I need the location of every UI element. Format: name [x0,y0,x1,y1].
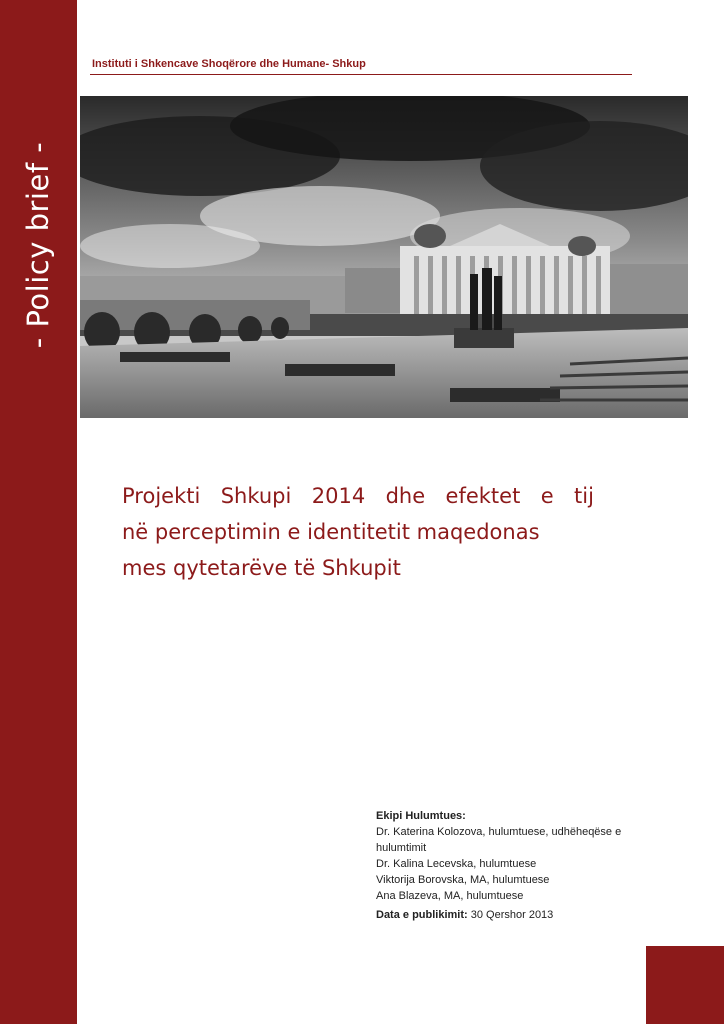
title-word: e [540,484,554,508]
title-word: dhe [385,484,426,508]
publication-date-value: 30 Qershor 2013 [467,909,554,921]
team-member-line: Dr. Katerina Kolozova, hulumtuese, udhëheqëse e [376,826,622,838]
publication-date [376,907,666,923]
title-word: 2014 [311,484,366,508]
title-word: tij [574,484,594,508]
institute-name: Instituti i Shkencave Shoqërore dhe Humane- Shkup [92,58,366,70]
title-word: efektet [445,484,521,508]
team-member-line: hulumtimit [376,842,427,854]
header-divider [90,74,632,75]
research-team-block [376,808,666,923]
title-word: Shkupi [220,484,292,508]
policy-brief-label: - Policy brief - [21,141,55,349]
team-member-line: Ana Blazeva, MA, hulumtuese [376,890,524,902]
team-member-line: Dr. Kalina Lecevska, hulumtuese [376,858,537,870]
skopje-square-photo [80,96,688,418]
team-heading: Ekipi Hulumtues: [376,810,466,822]
title-line-1 [122,478,594,514]
corner-accent-block [646,946,724,1024]
team-member-line: Viktorija Borovska, MA, hulumtuese [376,874,550,886]
sidebar-band [0,0,77,1024]
document-title [122,478,602,586]
publication-date-label: Data e publikimit: [376,909,468,921]
title-line-2: në perceptimin e identitetit maqedonas [122,520,540,544]
title-line-3: mes qytetarëve të Shkupit [122,556,401,580]
title-word: Projekti [122,484,201,508]
